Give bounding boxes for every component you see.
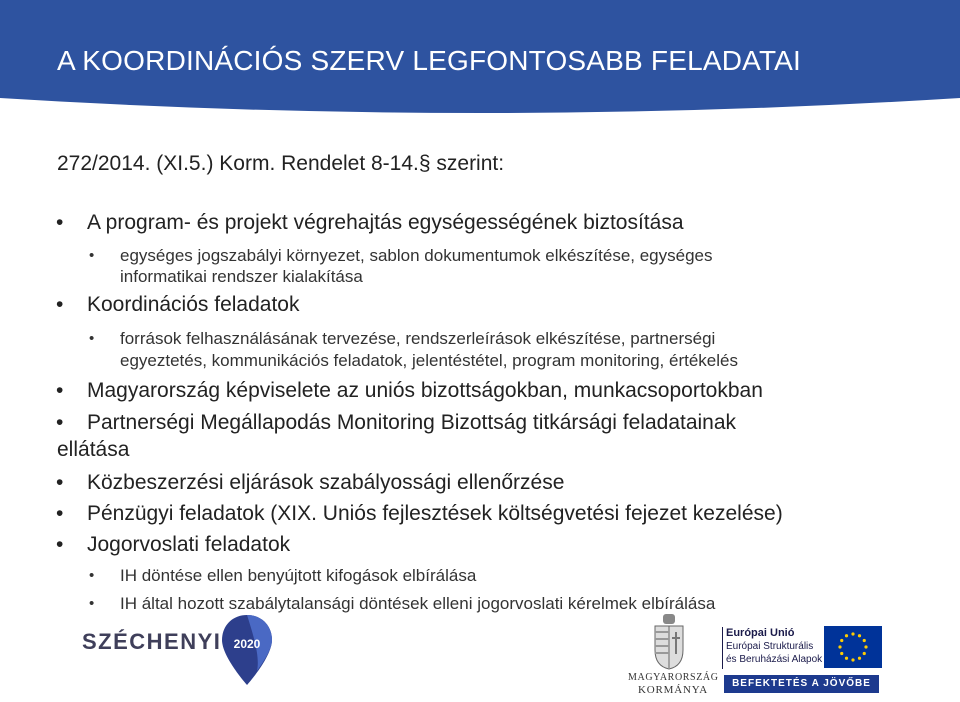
eu-star <box>851 658 854 661</box>
bullet-item: • Közbeszerzési eljárások szabályossági ellenőrzése <box>87 471 564 495</box>
sub-bullet-continuation: egyeztetés, kommunikációs feladatok, jelentéstétel, program monitoring, értékelés <box>120 351 738 370</box>
szechenyi-logo-text: SZÉCHENYI <box>82 629 222 654</box>
eu-star <box>845 657 848 660</box>
bullet-item: • Magyarország képviselete az uniós bizottságokban, munkacsoportokban <box>87 379 763 403</box>
eu-star <box>840 652 843 655</box>
slide-subtitle: 272/2014. (XI.5.) Korm. Rendelet 8-14.§ szerint: <box>57 152 505 175</box>
eu-star <box>863 652 866 655</box>
eu-line1: Európai Unió <box>726 627 795 639</box>
eu-star <box>864 645 867 648</box>
sub-bullet-item: • egységes jogszabályi környezet, sablon dokumentumok elkészítése, egységes <box>120 245 713 266</box>
mk-line1: MAGYARORSZÁG <box>628 672 719 683</box>
eu-star <box>845 634 848 637</box>
eu-flag-icon <box>824 626 882 668</box>
eu-line3: és Beruházási Alapok <box>726 654 823 665</box>
sub-bullet-item: • források felhasználásának tervezése, rendszerleírások elkészítése, partnerségi <box>120 328 715 349</box>
mk-line2: KORMÁNYA <box>638 684 708 696</box>
sub-bullet-item: • IH által hozott szabálytalansági döntések elleni jogorvoslati kérelmek elbírálása <box>120 593 715 614</box>
bullet-item: • Jogorvoslati feladatok <box>87 533 290 557</box>
sub-bullet-continuation: informatikai rendszer kialakítása <box>120 267 363 286</box>
eu-star <box>838 645 841 648</box>
sub-bullet-item: • IH döntése ellen benyújtott kifogások elbírálása <box>120 565 476 586</box>
hungarian-crest-icon <box>652 614 686 670</box>
szechenyi-year: 2020 <box>233 637 261 651</box>
eu-star <box>840 639 843 642</box>
eu-star <box>858 657 861 660</box>
eu-star <box>851 632 854 635</box>
slide-title: A KOORDINÁCIÓS SZERV LEGFONTOSABB FELADATAI <box>57 45 802 76</box>
bullet-item: • Pénzügyi feladatok (XIX. Uniós fejlesztések költségvetési fejezet kezelése) <box>87 502 783 526</box>
bullet-item: • Koordinációs feladatok <box>87 293 299 317</box>
eu-divider <box>722 627 723 669</box>
eu-star <box>863 639 866 642</box>
befektetes-banner: BEFEKTETÉS A JÖVŐBE <box>724 675 879 693</box>
szechenyi-pin-icon <box>220 613 274 689</box>
bullet-item: • A program- és projekt végrehajtás egységességének biztosítása <box>87 211 684 235</box>
eu-line2: Európai Strukturális <box>726 641 814 652</box>
bullet-continuation: ellátása <box>57 438 130 461</box>
eu-star <box>858 634 861 637</box>
bullet-item: • Partnerségi Megállapodás Monitoring Bizottság titkársági feladatainak <box>87 411 736 435</box>
